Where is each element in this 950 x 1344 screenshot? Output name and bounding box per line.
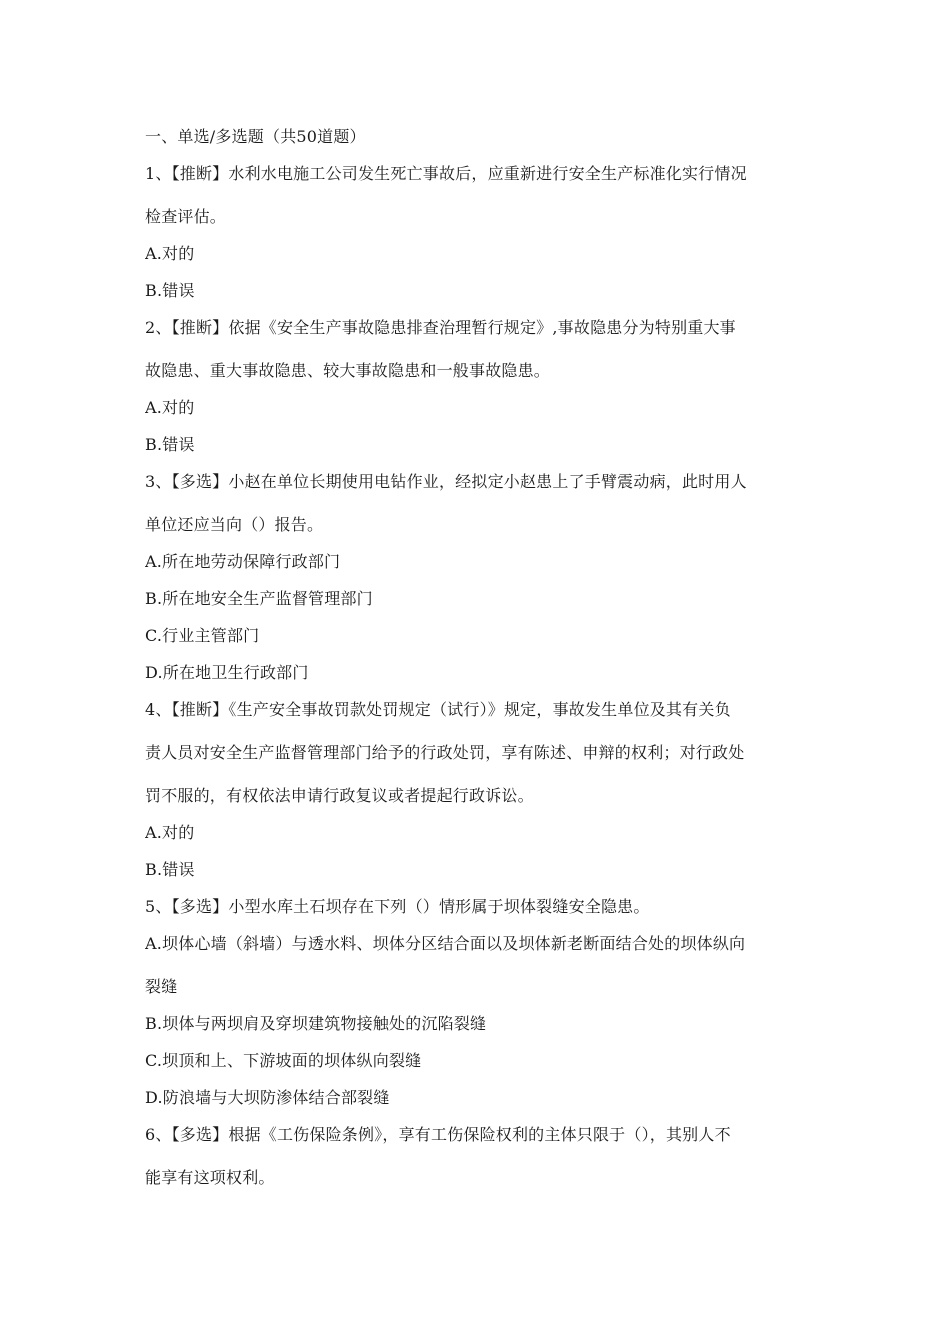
question-5 bbox=[145, 888, 810, 1116]
question-stem-line: 能享有这项权利。 bbox=[145, 1168, 275, 1187]
question-option: C.坝顶和上、下游坡面的坝体纵向裂缝 bbox=[145, 1051, 422, 1070]
question-option: B.所在地安全生产监督管理部门 bbox=[145, 589, 373, 608]
question-stem-line: 1、【推断】水利水电施工公司发生死亡事故后，应重新进行安全生产标准化实行情况 bbox=[145, 164, 747, 183]
question-6 bbox=[145, 1116, 810, 1196]
question-option: D.防浪墙与大坝防渗体结合部裂缝 bbox=[145, 1088, 390, 1107]
question-option: A.对的 bbox=[145, 244, 195, 263]
question-option: B.错误 bbox=[145, 281, 195, 300]
question-option: A.对的 bbox=[145, 398, 195, 417]
question-2 bbox=[145, 309, 810, 463]
question-stem-line: 检查评估。 bbox=[145, 207, 227, 226]
question-3 bbox=[145, 463, 810, 691]
question-1 bbox=[145, 155, 810, 309]
question-4 bbox=[145, 691, 810, 888]
question-option: A.对的 bbox=[145, 823, 195, 842]
question-option-continuation: 裂缝 bbox=[145, 977, 178, 996]
question-stem-line: 责人员对安全生产监督管理部门给予的行政处罚，享有陈述、申辩的权利；对行政处 bbox=[145, 743, 745, 762]
question-stem-line: 故隐患、重大事故隐患、较大事故隐患和一般事故隐患。 bbox=[145, 361, 551, 380]
question-stem-line: 5、【多选】小型水库土石坝存在下列（）情形属于坝体裂缝安全隐患。 bbox=[145, 897, 650, 916]
question-option: B.坝体与两坝肩及穿坝建筑物接触处的沉陷裂缝 bbox=[145, 1014, 487, 1033]
question-option: A.所在地劳动保障行政部门 bbox=[145, 552, 341, 571]
question-option: B.错误 bbox=[145, 435, 195, 454]
section-title: 一、单选/多选题（共50道题） bbox=[145, 127, 366, 146]
question-stem-line: 2、【推断】依据《安全生产事故隐患排查治理暂行规定》,事故隐患分为特别重大事 bbox=[145, 318, 736, 337]
question-stem-line: 罚不服的，有权依法申请行政复议或者提起行政诉讼。 bbox=[145, 786, 534, 805]
question-option: C.行业主管部门 bbox=[145, 626, 260, 645]
question-option: D.所在地卫生行政部门 bbox=[145, 663, 309, 682]
question-stem-line: 3、【多选】小赵在单位长期使用电钻作业，经拟定小赵患上了手臂震动病，此时用人 bbox=[145, 472, 747, 491]
question-stem-line: 单位还应当向（）报告。 bbox=[145, 515, 324, 534]
question-stem-line: 6、【多选】根据《工伤保险条例》，享有工伤保险权利的主体只限于（），其别人不 bbox=[145, 1125, 731, 1144]
document-content bbox=[145, 118, 810, 1196]
question-option: B.错误 bbox=[145, 860, 195, 879]
question-option: A.坝体心墙（斜墙）与透水料、坝体分区结合面以及坝体新老断面结合处的坝体纵向 bbox=[145, 934, 746, 953]
question-stem-line: 4、【推断】《生产安全事故罚款处罚规定（试行）》规定，事故发生单位及其有关负 bbox=[145, 700, 731, 719]
